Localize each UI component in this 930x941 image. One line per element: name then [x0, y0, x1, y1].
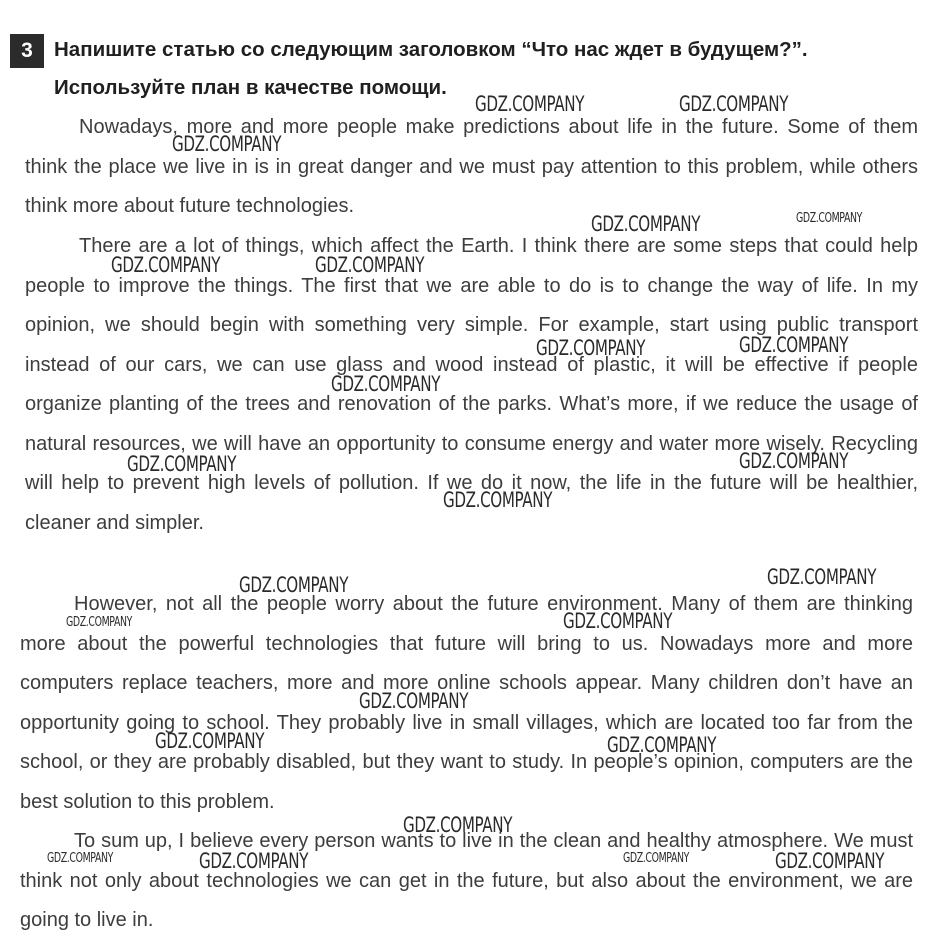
- watermark: GDZ.COMPANY: [767, 565, 877, 589]
- task-number-badge: 3: [10, 34, 44, 68]
- watermark: GDZ.COMPANY: [536, 336, 646, 360]
- essay-paragraph-1: Nowadays, more and more people make predictions about life in the future. Some of them think the place we live in is in great danger and we must pay attention to this problem, while others think more about future technologies.: [25, 116, 918, 217]
- watermark: GDZ.COMPANY: [127, 452, 237, 476]
- essay-paragraph-2: There are a lot of things, which affect the Earth. I think there are some steps that could help people to improve the things. The first that we are able to do is to change the way of life. In my opinion, we should begin with something very simple. For example, start using public transport instead of our cars, we can use glass and wood instead of plastic, it will be effective if people organize planting of the trees and renovation of the parks. What’s more, if we reduce the usage of natural resources, we will have an opportunity to consume energy and water more wisely. Recycling will help to prevent high levels of pollution. If we do it now, the life in the future will be healthier, cleaner and simpler.: [25, 235, 918, 534]
- watermark: GDZ.COMPANY: [796, 211, 863, 226]
- watermark: GDZ.COMPANY: [155, 729, 265, 753]
- essay-paragraph-4: To sum up, I believe every person wants to live in the clean and healthy atmosphere. We must think not only about technologies we can get in the future, but also about the environment, we are going to live in.: [20, 830, 913, 931]
- watermark: GDZ.COMPANY: [607, 733, 717, 757]
- task-instruction-line-1: Напишите статью со следующим заголовком “Что нас ждет в будущем?”.: [54, 38, 808, 61]
- watermark: GDZ.COMPANY: [443, 488, 553, 512]
- watermark: GDZ.COMPANY: [679, 92, 789, 116]
- task-instruction-line-2: Используйте план в качестве помощи.: [54, 76, 447, 99]
- watermark: GDZ.COMPANY: [199, 849, 309, 873]
- watermark: GDZ.COMPANY: [66, 615, 133, 630]
- watermark: GDZ.COMPANY: [315, 253, 425, 277]
- watermark: GDZ.COMPANY: [331, 372, 441, 396]
- watermark: GDZ.COMPANY: [111, 253, 221, 277]
- watermark: GDZ.COMPANY: [359, 689, 469, 713]
- watermark: GDZ.COMPANY: [591, 212, 701, 236]
- watermark: GDZ.COMPANY: [739, 333, 849, 357]
- essay-paragraph-3: However, not all the people worry about the future environment. Many of them are thinking more about the powerful technologies that future will bring to us. Nowadays more and more computers replace teachers, more and more online schools appear. Many children don’t have an opportunity going to school. They probably live in small villages, which are located too far from the school, or they are probably disabled, but they want to study. In people’s opinion, computers are the best solution to this problem.: [20, 593, 913, 813]
- watermark: GDZ.COMPANY: [739, 449, 849, 473]
- watermark: GDZ.COMPANY: [47, 851, 114, 866]
- watermark: GDZ.COMPANY: [475, 92, 585, 116]
- watermark: GDZ.COMPANY: [775, 849, 885, 873]
- watermark: GDZ.COMPANY: [403, 813, 513, 837]
- watermark: GDZ.COMPANY: [172, 132, 282, 156]
- watermark: GDZ.COMPANY: [623, 851, 690, 866]
- watermark: GDZ.COMPANY: [563, 609, 673, 633]
- watermark: GDZ.COMPANY: [239, 573, 349, 597]
